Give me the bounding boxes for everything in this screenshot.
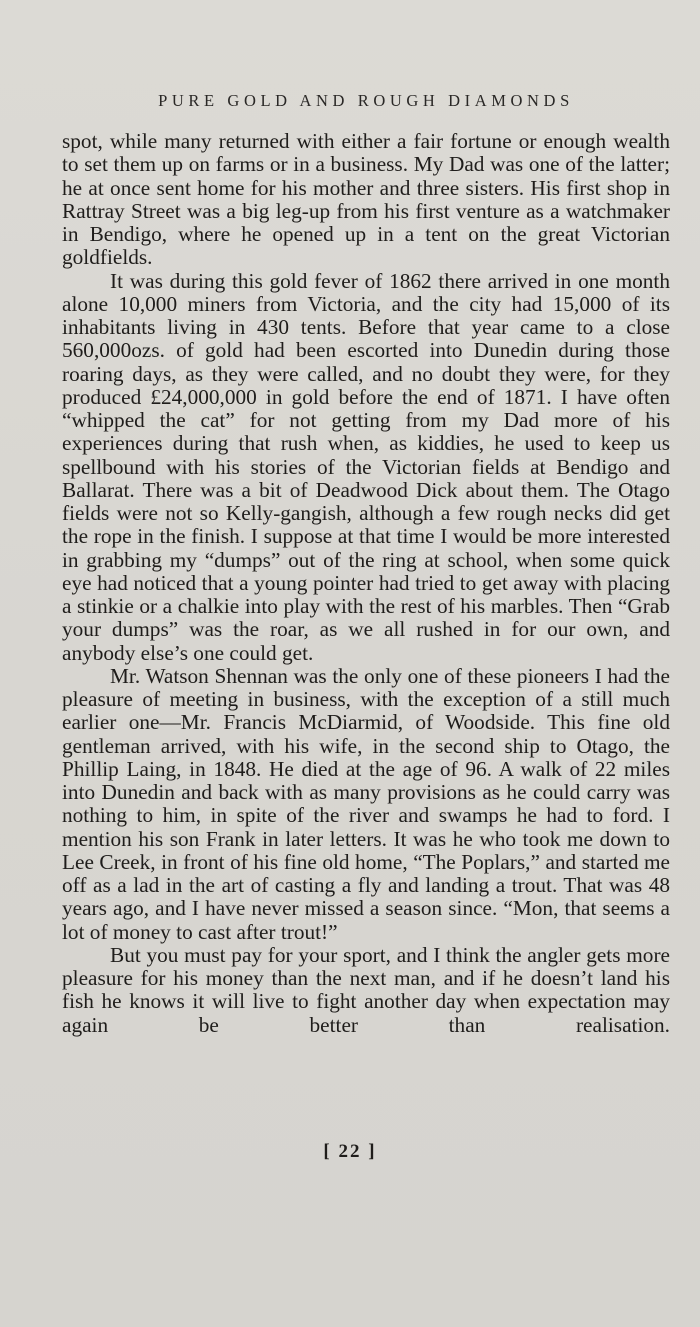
body-text bbox=[62, 130, 670, 1037]
running-header: PURE GOLD AND ROUGH DIAMONDS bbox=[158, 91, 574, 110]
paragraph-1: spot, while many returned with either a fair fortune or enough wealth to set them up on farms or in a business. My Dad was one of the latter; he at once sent home for his mother and three sisters. His first shop in Rattray Street was a big leg-up from his first venture as a watchmaker in Bendigo, where he opened up in a tent on the great Victorian goldfields. bbox=[62, 129, 670, 270]
paragraph-3: Mr. Watson Shennan was the only one of these pioneers I had the pleasure of meeting in business, with the exception of a still much earlier one—Mr. Francis McDiarmid, of Woodside. This fine old gentleman arrived, with his wife, in the second ship to Otago, the Phillip Laing, in 1848. He died at the age of 96. A walk of 22 miles into Dunedin and back with as many provisions as he could carry was nothing to him, in spite of the river and swamps he had to ford. I mention his son Frank in later letters. It was he who took me down to Lee Creek, in front of his fine old home, “The Poplars,” and started me off as a lad in the art of casting a fly and landing a trout. That was 48 years ago, and I have never missed a season since. “Mon, that seems a lot of money to cast after trout!” bbox=[62, 663, 670, 944]
page-number: [ 22 ] bbox=[323, 1141, 377, 1162]
paragraph-2: It was during this gold fever of 1862 there arrived in one month alone 10,000 miners from Victoria, and the city had 15,000 of its inhabitants living in 430 tents. Before that year came to a close 560,000ozs. of gold had been escorted into Dunedin during those roaring days, as they were called, and no doubt they were, for they produced £24,000,000 in gold before the end of 1871. I have often “whipped the cat” for not getting from my Dad more of his experiences during that rush when, as kiddies, he used to keep us spellbound with his stories of the Victorian fields at Bendigo and Ballarat. There was a bit of Deadwood Dick about them. The Otago fields were not so Kelly-gangish, although a few rough necks did get the rope in the finish. I suppose at that time I would be more interested in grabbing my “dumps” out of the ring at school, when some quick eye had noticed that a young pointer had tried to get away with placing a stinkie or a chalkie into play with the rest of his marbles. Then “Grab your dumps” was the roar, as we all rushed in for our own, and anybody else’s one could get. bbox=[62, 268, 670, 665]
paragraph-4: But you must pay for your sport, and I think the angler gets more pleasure for his money than the next man, and if he doesn’t land his fish he knows it will live to fight another day when expectation may again be better than realisation. bbox=[62, 942, 670, 1037]
